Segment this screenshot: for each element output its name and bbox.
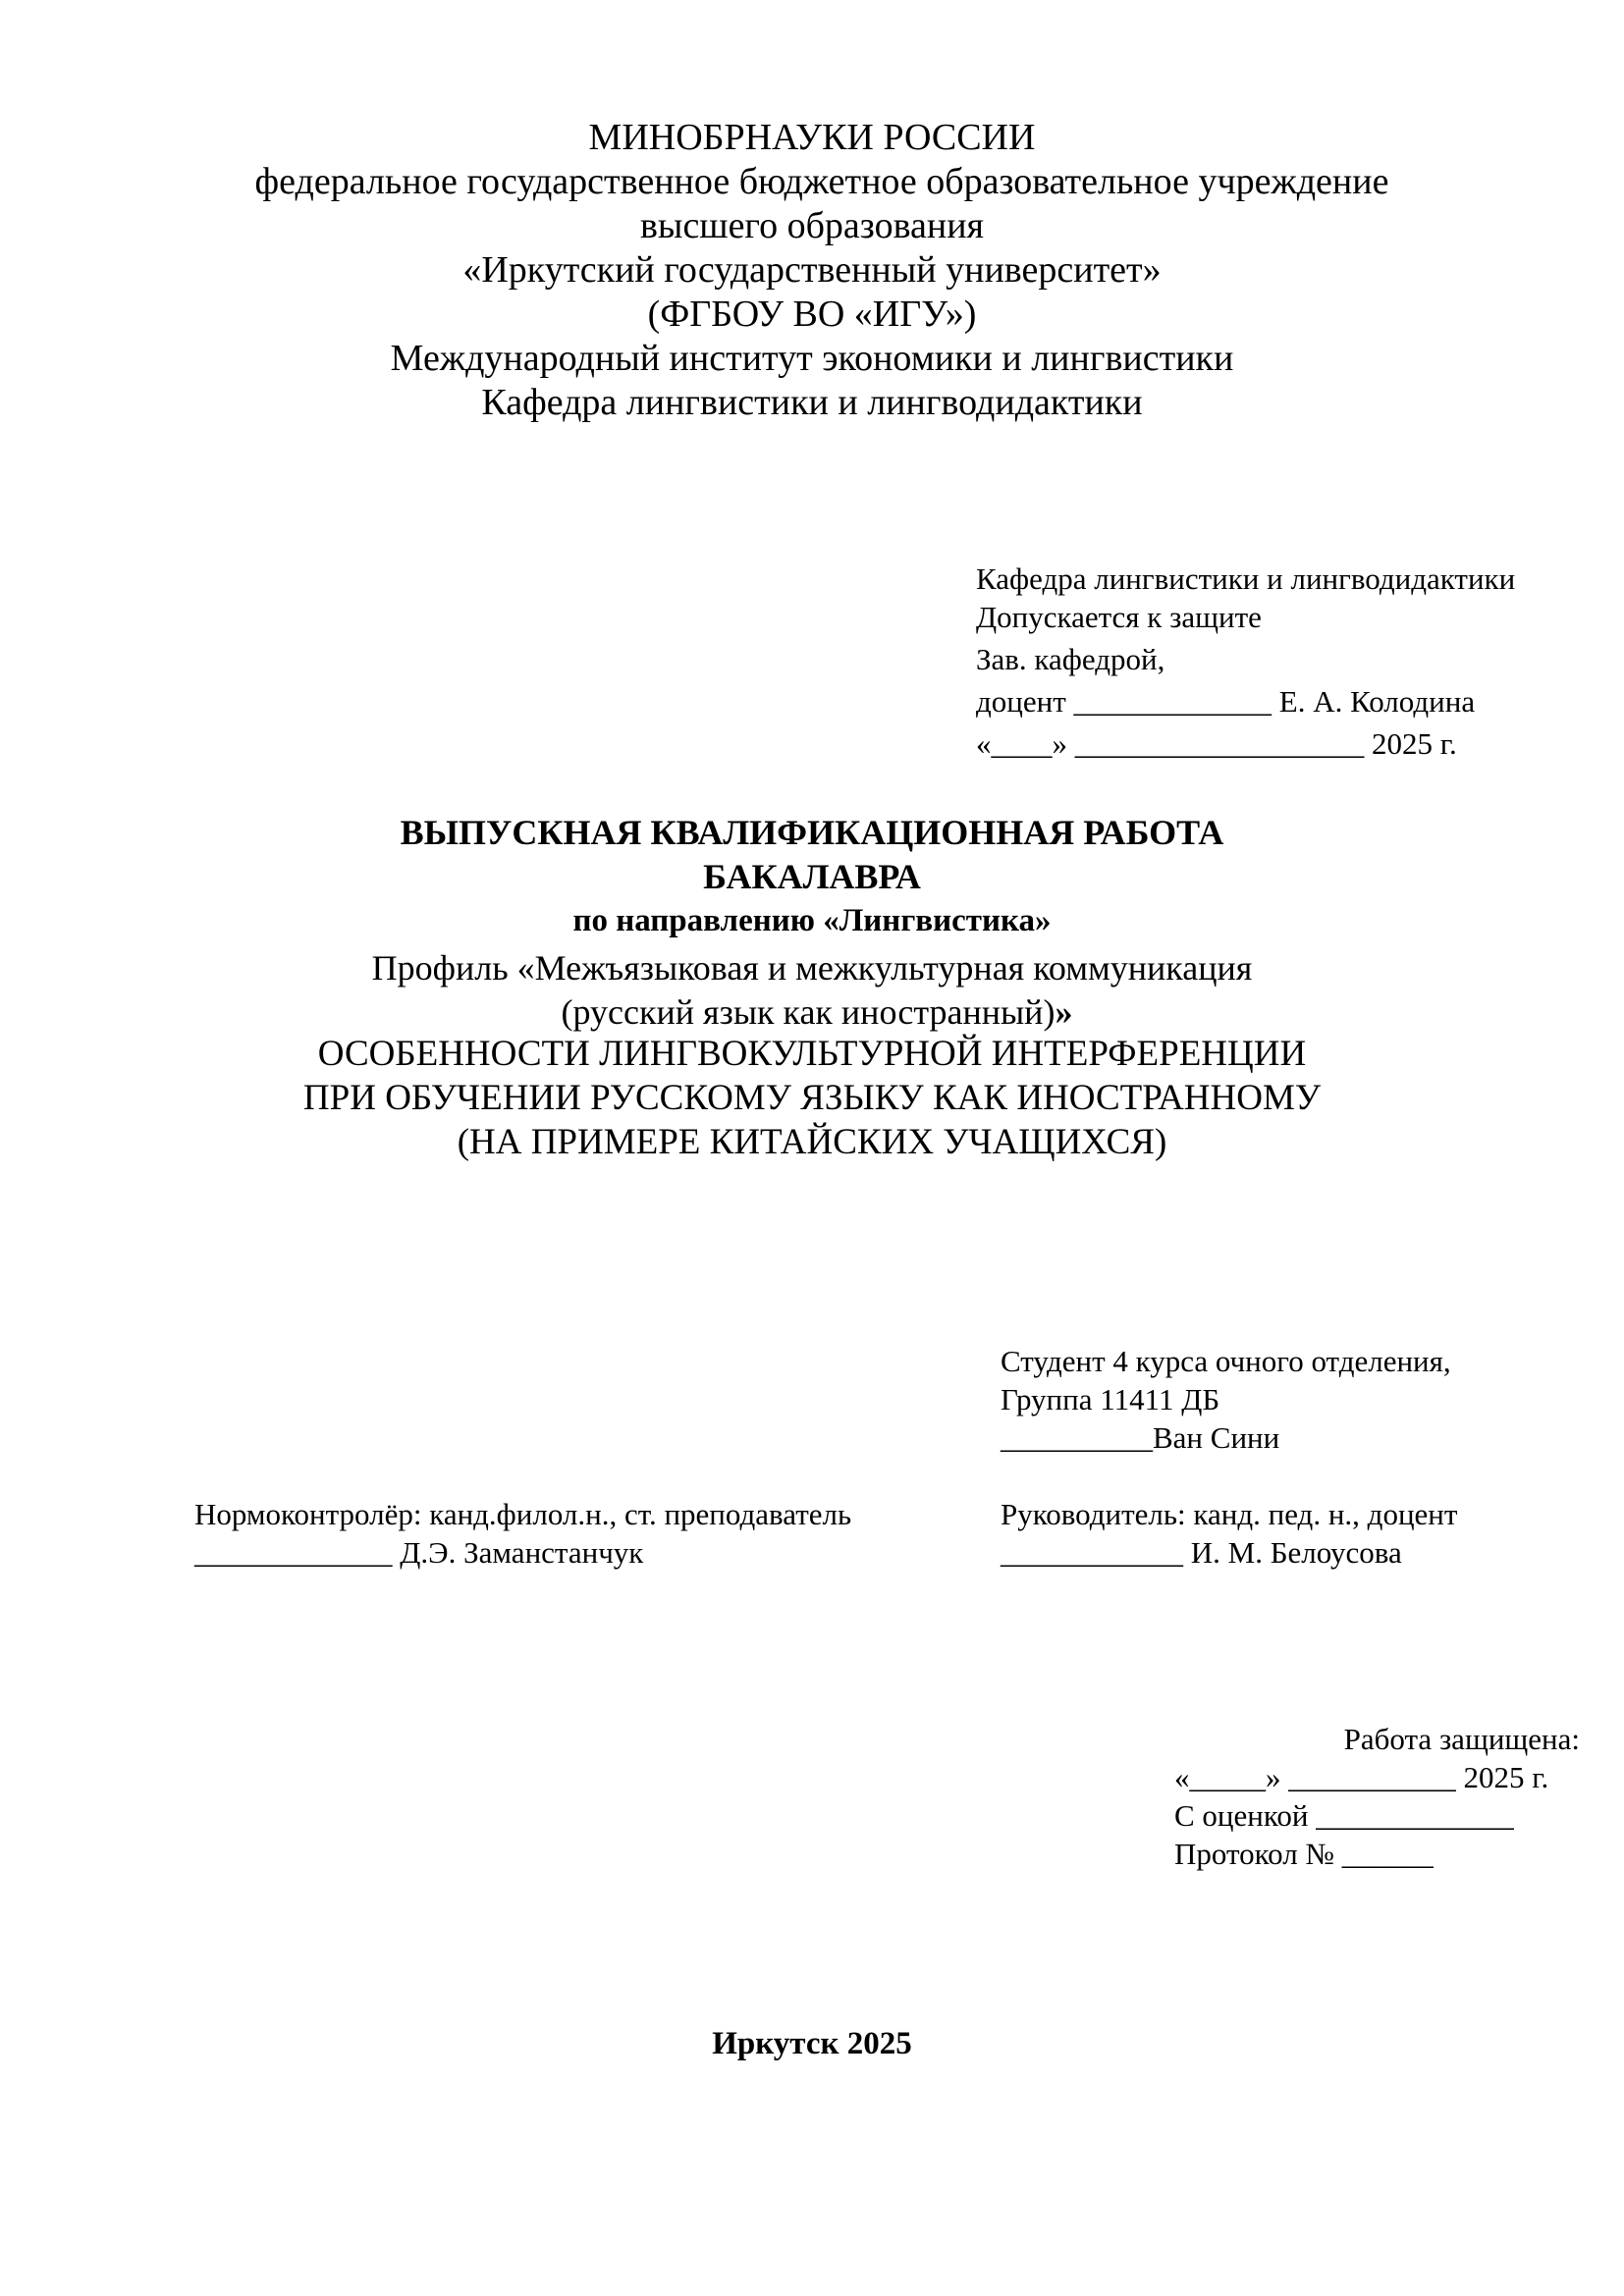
ministry-name: МИНОБРНАУКИ РОССИИ <box>588 117 1036 158</box>
normcontrol-role: Нормоконтролёр: канд.филол.н., ст. преподаватель <box>194 1497 852 1531</box>
approval-date-line: «____» ___________________ 2025 г. <box>976 726 1457 761</box>
student-name: __________Ван Сини <box>1001 1420 1280 1455</box>
study-profile <box>0 946 1624 1035</box>
city-year-text: Иркутск 2025 <box>712 2026 912 2061</box>
normcontrol-name: _____________ Д.Э. Заманстанчук <box>194 1535 644 1570</box>
normcontrol-block <box>194 1495 851 1572</box>
profile-line2-wrap <box>0 990 1624 1035</box>
defense-result-block <box>1174 1720 1580 1873</box>
thesis-type-line2: БАКАЛАВРА <box>703 857 921 896</box>
thesis-type-title <box>0 811 1624 943</box>
approval-head: Зав. кафедрой, <box>976 642 1165 676</box>
topic-line2: ПРИ ОБУЧЕНИИ РУССКОМУ ЯЗЫКУ КАК ИНОСТРАННОМУ <box>302 1078 1322 1118</box>
defense-approval-block <box>976 560 1515 763</box>
thesis-type-line1: ВЫПУСКНАЯ КВАЛИФИКАЦИОННАЯ РАБОТА <box>400 813 1224 852</box>
student-block <box>1001 1342 1451 1457</box>
defended-grade: С оценкой _____________ <box>1174 1798 1514 1833</box>
approval-department: Кафедра лингвистики и лингводидактики <box>976 561 1516 596</box>
institution-type: федеральное государственное бюджетное образовательное учреждение <box>254 161 1389 202</box>
defended-label: Работа защищена: <box>1343 1722 1580 1756</box>
approval-signature-line: доцент _____________ Е. А. Колодина <box>976 684 1476 719</box>
university-name: «Иркутский государственный университет» <box>462 249 1162 291</box>
defended-protocol: Протокол № ______ <box>1174 1837 1434 1871</box>
department-name: Кафедра лингвистики и лингводидактики <box>481 382 1143 423</box>
city-year <box>0 2024 1624 2063</box>
student-group: Группа 11411 ДБ <box>1001 1382 1220 1416</box>
profile-line1: Профиль «Межъязыковая и межкультурная коммуникация <box>371 948 1253 988</box>
institute-name: Международный институт экономики и лингвистики <box>390 338 1234 379</box>
thesis-topic <box>0 1032 1624 1164</box>
profile-line2: (русский язык как иностранный) <box>561 992 1056 1032</box>
student-course: Студент 4 курса очного отделения, <box>1001 1344 1451 1378</box>
supervisor-name: ____________ И. М. Белоусова <box>1001 1535 1402 1570</box>
institution-header <box>0 116 1624 425</box>
defended-date: «_____» ___________ 2025 г. <box>1174 1760 1549 1794</box>
supervisor-block <box>1001 1495 1457 1572</box>
university-abbreviation: (ФГБОУ ВО «ИГУ») <box>647 294 977 335</box>
approval-admitted: Допускается к защите <box>976 600 1262 634</box>
study-direction: по направлению «Лингвистика» <box>572 903 1052 938</box>
education-level: высшего образования <box>639 205 985 246</box>
profile-closing-quote: » <box>1055 992 1073 1032</box>
supervisor-role: Руководитель: канд. пед. н., доцент <box>1001 1497 1458 1531</box>
topic-line1: ОСОБЕННОСТИ ЛИНГВОКУЛЬТУРНОЙ ИНТЕРФЕРЕНЦИИ <box>317 1034 1307 1074</box>
topic-line3: (НА ПРИМЕРЕ КИТАЙСКИХ УЧАЩИХСЯ) <box>457 1122 1167 1162</box>
